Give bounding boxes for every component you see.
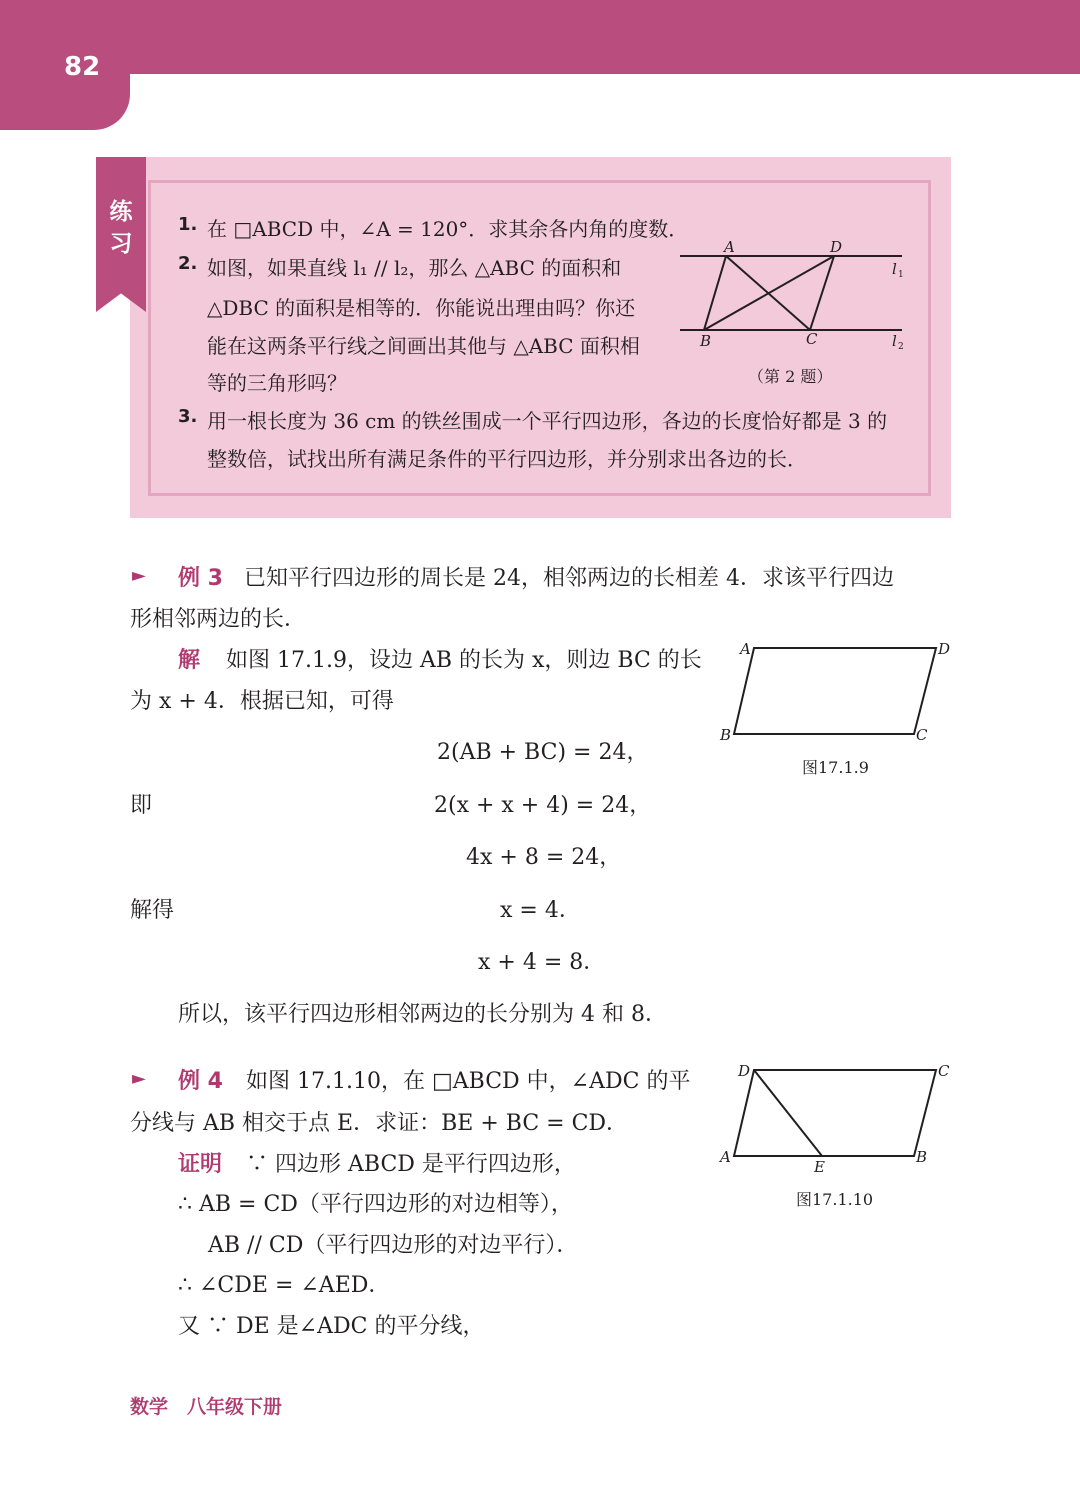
equation: 4x + 8 = 24， bbox=[466, 845, 622, 870]
exercise-2-caption: （第 2 题） bbox=[748, 367, 833, 386]
label-l2: l bbox=[892, 332, 897, 350]
page-number: 82 bbox=[64, 52, 101, 82]
example-4-title: 例 4 bbox=[178, 1069, 223, 1094]
equation: 2(AB + BC) = 24， bbox=[437, 740, 649, 765]
label-d: D bbox=[738, 1062, 751, 1080]
proof-line: ∵ 四边形 ABCD 是平行四边形， bbox=[246, 1152, 576, 1177]
example-3-solution-line: 为 x + 4．根据已知，可得 bbox=[130, 689, 394, 714]
exercise-2-line: △DBC 的面积是相等的．你能说出理由吗？你还 bbox=[207, 296, 636, 320]
exercise-2-line: 如图，如果直线 l₁ // l₂，那么 △ABC 的面积和 bbox=[207, 256, 622, 280]
segment-de bbox=[754, 1070, 822, 1156]
example-3-problem: 形相邻两边的长． bbox=[130, 607, 307, 632]
example-4-problem: 如图 17.1.10，在 □ABCD 中，∠ADC 的平 bbox=[246, 1069, 691, 1094]
header-band bbox=[0, 0, 1080, 74]
example-4-proof-label: 证明 bbox=[178, 1152, 223, 1177]
exercise-3-line: 整数倍，试找出所有满足条件的平行四边形，并分别求出各边的长． bbox=[207, 447, 807, 471]
exercise-3-line: 用一根长度为 36 cm 的铁丝围成一个平行四边形，各边的长度恰好都是 3 的 bbox=[207, 409, 888, 433]
figure-17-1-9-caption: 图17.1.9 bbox=[802, 758, 869, 777]
figure-17-1-9 bbox=[714, 636, 964, 748]
example-3-title: 例 3 bbox=[178, 566, 223, 591]
exercise-2-line: 等的三角形吗？ bbox=[207, 371, 347, 395]
example-3-marker: ► bbox=[132, 565, 146, 586]
exercise-2-number: 2. bbox=[178, 253, 198, 274]
exercise-3-number: 3. bbox=[178, 406, 198, 427]
label-a: A bbox=[720, 1148, 731, 1166]
label-b: B bbox=[700, 332, 712, 350]
label-e: E bbox=[814, 1158, 825, 1176]
exercise-1-line: 在 □ABCD 中，∠A = 120°．求其余各内角的度数． bbox=[207, 217, 689, 241]
exercise-ribbon-label: 练 习 bbox=[109, 199, 133, 257]
label-l1-sub: 1 bbox=[898, 270, 904, 280]
equation: 2(x + x + 4) = 24， bbox=[434, 793, 652, 818]
example-3-solution-line: 如图 17.1.9，设边 AB 的长为 x，则边 BC 的长 bbox=[226, 648, 702, 673]
proof-line: ∴ ∠CDE = ∠AED． bbox=[178, 1273, 391, 1298]
figure-17-1-10-caption: 图17.1.10 bbox=[796, 1190, 874, 1209]
equation: x + 4 = 8． bbox=[478, 950, 606, 975]
label-b: B bbox=[916, 1148, 928, 1166]
label-c: C bbox=[806, 330, 818, 348]
side-label-ji: 即 bbox=[130, 793, 153, 818]
parallelogram-abcd bbox=[734, 648, 936, 734]
proof-line: ∴ AB = CD（平行四边形的对边相等）， bbox=[178, 1192, 573, 1217]
exercise-1-number: 1. bbox=[178, 214, 198, 235]
example-4-problem: 分线与 AB 相交于点 E．求证：BE + BC = CD． bbox=[130, 1111, 629, 1136]
figure-17-1-10 bbox=[714, 1060, 964, 1180]
label-d: D bbox=[830, 238, 843, 256]
exercise-2-line: 能在这两条平行线之间画出其他与 △ABC 面积相 bbox=[207, 334, 640, 358]
label-a: A bbox=[724, 238, 735, 256]
label-a: A bbox=[740, 640, 751, 658]
example-3-problem: 已知平行四边形的周长是 24，相邻两边的长相差 4．求该平行四边 bbox=[244, 566, 894, 591]
proof-line: AB // CD（平行四边形的对边平行）． bbox=[208, 1233, 579, 1258]
label-d: D bbox=[938, 640, 951, 658]
label-b: B bbox=[720, 726, 732, 744]
label-c: C bbox=[938, 1062, 950, 1080]
example-4-marker: ► bbox=[132, 1068, 146, 1089]
example-3-solution-label: 解 bbox=[178, 648, 201, 673]
footer-book-title: 数学 八年级下册 bbox=[130, 1396, 283, 1418]
equation: x = 4． bbox=[500, 898, 581, 923]
label-l1: l bbox=[892, 260, 897, 278]
example-3-conclusion: 所以，该平行四边形相邻两边的长分别为 4 和 8． bbox=[178, 1002, 667, 1027]
exercise-2-figure bbox=[676, 236, 916, 352]
label-l2-sub: 2 bbox=[898, 342, 904, 352]
side-label-jiede: 解得 bbox=[130, 898, 175, 923]
label-c: C bbox=[916, 726, 928, 744]
proof-line: 又 ∵ DE 是∠ADC 的平分线， bbox=[178, 1314, 485, 1339]
